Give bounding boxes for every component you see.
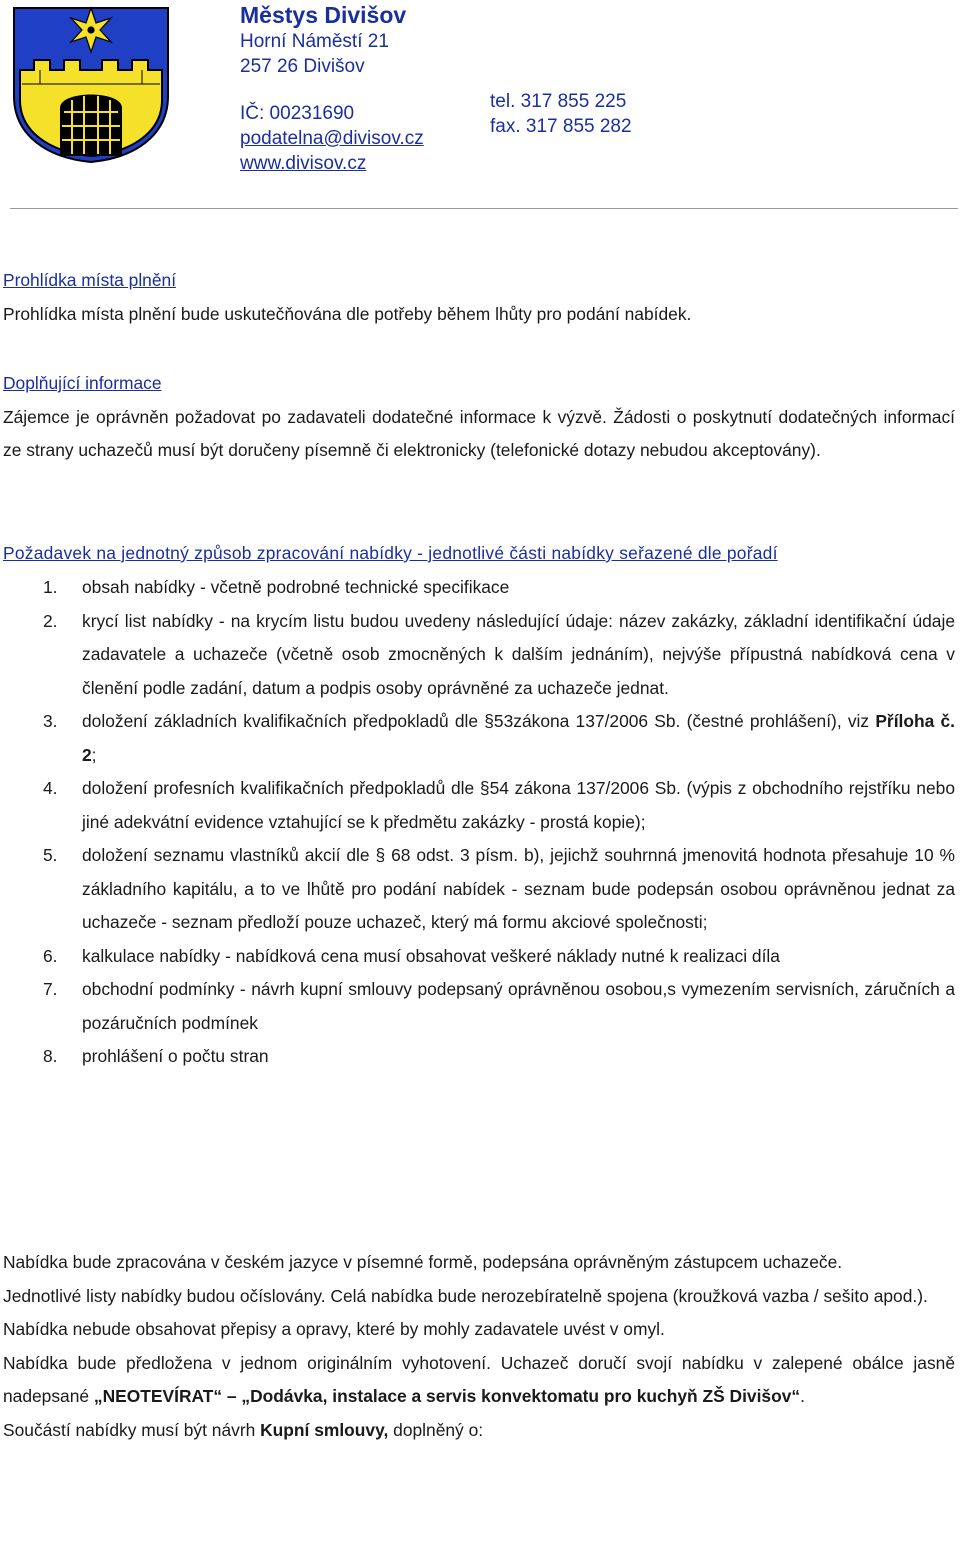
company-id: IČ: 00231690 xyxy=(240,103,355,124)
section-format-requirements xyxy=(3,537,955,571)
website-link[interactable]: www.divisov.cz xyxy=(240,153,367,174)
section-site-visit xyxy=(3,264,955,331)
attachment-reference: Příloha č. 2 xyxy=(82,711,955,765)
format-requirements-heading: Požadavek na jednotný způsob zpracování nabídky - jednotlivé části nabídky seřazené dle pořadí xyxy=(3,543,778,563)
site-visit-text: Prohlídka místa plnění bude uskutečňována dle potřeby během lhůty pro podání nabídek. xyxy=(3,303,692,324)
list-item: 3. doložení základních kvalifikačních předpokladů dle §53zákona 137/2006 Sb. (čestné prohlášení), viz Příloha č. 2; xyxy=(43,711,955,765)
list-item: 5. doložení seznamu vlastníků akcií dle § 68 odst. 3 písm. b), jejichž souhrnná jmenovitá hodnota přesahuje 10 % základního kapitálu, a to ve lhůtě pro podání nabídek - seznam bude podepsán osobou oprávněnou jednat za uchazeče - seznam předloží pouze uchazeč, který má formu akciové společnosti; xyxy=(43,845,955,932)
list-item: 7. obchodní podmínky - návrh kupní smlouvy podepsaný oprávněnou osobou,s vymezením servisních, záručních a pozáručních podmínek xyxy=(43,979,955,1033)
list-item: 6. kalkulace nabídky - nabídková cena musí obsahovat veškeré náklady nutné k realizaci díla xyxy=(43,945,780,966)
street-address: Horní Náměstí 21 xyxy=(240,31,389,52)
municipality-name: Městys Divišov xyxy=(240,2,407,28)
list-item: 2. krycí list nabídky - na krycím listu budou uvedeny následující údaje: název zakázky, základní identifikační údaje zadavatele a uchazeče (včetně osob zmocněných k dalším jednáním), nejvýše přípustná nabídková cena v členění podle zadání, datum a podpis osoby oprávněné za uchazeče jednat. xyxy=(43,610,955,698)
section-additional-info xyxy=(3,367,955,468)
header-divider xyxy=(10,208,958,209)
additional-info-heading: Doplňující informace xyxy=(3,373,162,393)
envelope-label: „NEOTEVÍRAT“ – „Dodávka, instalace a servis konvektomatu pro kuchyň ZŠ Divišov“ xyxy=(93,1386,801,1406)
list-item: 1. obsah nabídky - včetně podrobné technické specifikace xyxy=(43,577,510,597)
municipal-crest-icon xyxy=(10,4,172,164)
paragraph-envelope: Nabídka bude předložena v jednom originálním vyhotovení. Uchazeč doručí svojí nabídku v zalepené obálce jasně nadepsané „NEOTEVÍRAT“ – „Dodávka, instalace a servis konvektomatu pro kuchyň ZŠ Divišov“. xyxy=(3,1352,955,1406)
fax-number: fax. 317 855 282 xyxy=(490,116,632,137)
list-item: 4. doložení profesních kvalifikačních předpokladů dle §54 zákona 137/2006 Sb. (výpis z obchodního rejstříku nebo jiné adekvátní evidence vztahující se k předmětu zakázky - prostá kopie); xyxy=(43,778,955,832)
requirements-list xyxy=(3,571,955,1074)
paragraph-binding: Jednotlivé listy nabídky budou očíslovány. Celá nabídka bude nerozebíratelně spojena (kroužková vazba / sešito apod.). xyxy=(3,1285,928,1306)
email-link[interactable]: podatelna@divisov.cz xyxy=(240,128,424,149)
submission-conditions xyxy=(3,1246,955,1447)
city-address: 257 26 Divišov xyxy=(240,56,365,77)
contract-reference: Kupní smlouvy, xyxy=(260,1419,389,1440)
paragraph-language: Nabídka bude zpracována v českém jazyce v písemné formě, podepsána oprávněným zástupcem uchazeče. xyxy=(3,1252,843,1272)
phone-number: tel. 317 855 225 xyxy=(490,91,627,112)
additional-info-text: Zájemce je oprávněn požadovat po zadavateli dodatečné informace k výzvě. Žádosti o poskytnutí dodatečných informací ze strany uchazečů musí být doručeny písemně či elektronicky (telefonické dotazy nebudou akceptovány). xyxy=(3,406,955,460)
list-item: 8. prohlášení o počtu stran xyxy=(43,1046,269,1066)
site-visit-heading: Prohlídka místa plnění xyxy=(3,270,177,290)
paragraph-corrections: Nabídka nebude obsahovat přepisy a opravy, které by mohly zadavatele uvést v omyl. xyxy=(3,1319,665,1339)
paragraph-contract: Součástí nabídky musí být návrh Kupní smlouvy, doplněný o: xyxy=(3,1419,484,1440)
letterhead xyxy=(0,0,960,215)
